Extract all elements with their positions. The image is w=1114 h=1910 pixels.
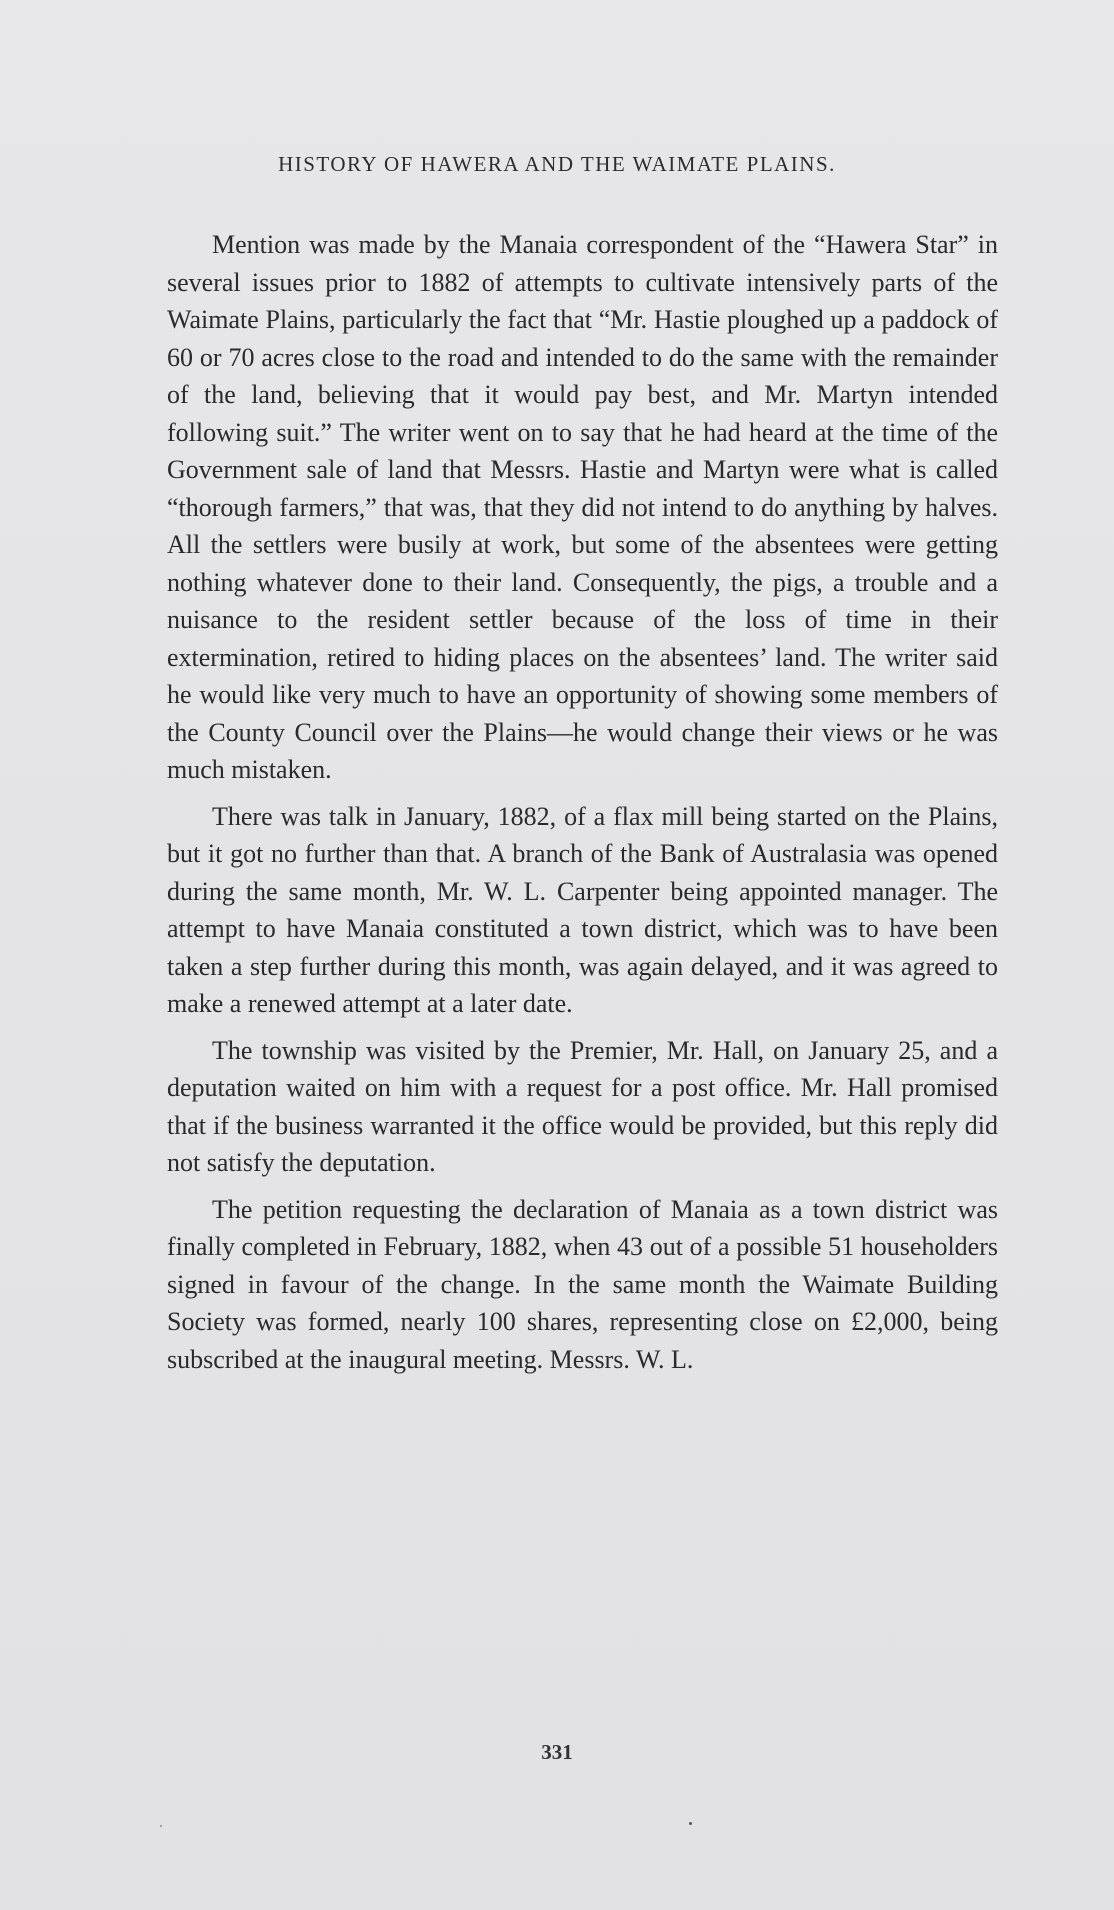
page-number: 331 [541,1740,573,1764]
paragraph: There was talk in January, 1882, of a flax mill being started on the Plains, but it got no further than that. A branch of the Bank of Australasia was opened during the same month, Mr. W. L. Carpenter being appointed manager. The attempt to have Manaia constituted a town district, which was to have been taken a step further during this month, was again delayed, and it was agreed to make a renewed attempt at a later date. [167,801,998,1018]
paper-speck [689,1822,692,1825]
body-text [167,226,998,1387]
paper-speck [160,1825,162,1827]
paragraph: Mention was made by the Manaia correspondent of the “Hawera Star” in several issues prior to 1882 of attempts to cultivate intensively parts of the Waimate Plains, particularly the fact that “Mr. Hastie ploughed up a paddock of 60 or 70 acres close to the road and intended to do the same with the remainder of the land, believing that it would pay best, and Mr. Martyn intended following suit.” The writer went on to say that he had heard at the time of the Government sale of land that Messrs. Hastie and Martyn were what is called “thorough farmers,” that was, that they did not intend to do anything by halves. All the settlers were busily at work, but some of the absentees were getting nothing whatever done to their land. Consequently, the pigs, a trouble and a nuisance to the resident settler because of the loss of time in their extermination, retired to hiding places on the absentees’ land. The writer said he would like very much to have an opportunity of showing some members of the County Council over the Plains—he would change their views or he was much mistaken. [167,230,998,784]
paragraph: The township was visited by the Premier, Mr. Hall, on January 25, and a deputation waited on him with a request for a post office. Mr. Hall promised that if the business warranted it the office would be provided, but this reply did not satisfy the deputation. [167,1035,998,1177]
paragraph: The petition requesting the declaration of Manaia as a town district was finally completed in February, 1882, when 43 out of a possible 51 householders signed in favour of the change. In the same month the Waimate Building Society was formed, nearly 100 shares, representing close on £2,000, being subscribed at the inaugural meeting. Messrs. W. L. [167,1194,998,1374]
running-head: HISTORY OF HAWERA AND THE WAIMATE PLAINS. [278,152,836,176]
